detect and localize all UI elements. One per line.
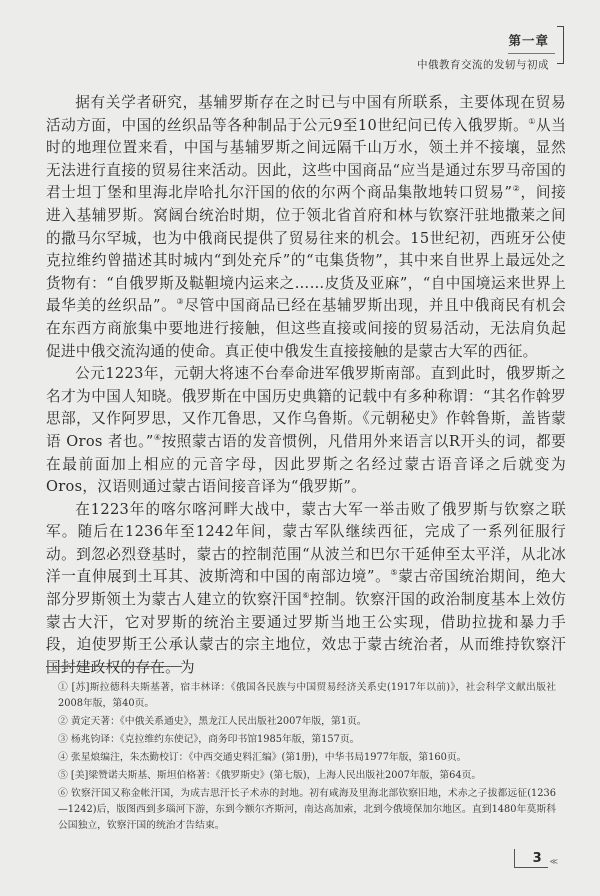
footnote-item: ⑥ 钦察汗国又称金帐汗国，为成吉思汗长子术赤的封地。初有咸海及里海北部钦察旧地，术赤之子拔都远征(1236—1242)后，版图西到多瑙河下游，东到今额尔齐斯河，南达高加索，北到今俄境保加尔地区。直到1480年莫斯科公国独立，钦察汗国的统治才告结束。 xyxy=(58,788,556,831)
text-run: 控制。钦察汗国的政治制度基本上效仿蒙古大汗，它对罗斯的统治主要通过罗斯当地王公实现，借助拉拢和暴力手段，迫使罗斯王公承认蒙古的宗主地位，效忠于蒙古统治者，从而维持钦察汗国封建政权的存在。为 xyxy=(46,591,566,676)
body-text xyxy=(46,92,566,679)
running-header xyxy=(417,30,564,72)
header-bracket-ornament xyxy=(557,26,564,64)
footnote-ref: ③ xyxy=(176,297,185,307)
footnote-item: ⑤ [美]梁赞诺夫斯基、斯坦伯格著：《俄罗斯史》(第七版)，上海人民出版社2007年版，第64页。 xyxy=(58,770,482,781)
text-run: 从当时的地理位置来看，中国与基辅罗斯之间远隔千山万水，领土并不接壤，显然无法进行直接的贸易往来活动。因此，这些中国商品“应当是通过东罗马帝国的君士坦丁堡和里海北岸哈扎尔汗国的依的尔两个商品集散地转口贸易” xyxy=(46,116,566,202)
body-paragraph xyxy=(46,92,566,363)
text-run: ，间接进入基辅罗斯。窝阔台统治时期，位于领北省首府和林与钦察汗驻地撒莱之间的撒马尔罕城，也为中俄商民提供了贸易往来的机会。15世纪初，西班牙公使克拉维约曾描述其时城内“到处充斥”的“屯集货物”，其中来自世界上最远处之货物有：“自俄罗斯及鞑靼境内运来之……皮货及亚麻”，“自中国境运来世界上最华美的丝织品”。 xyxy=(46,184,567,315)
footnote-divider xyxy=(46,666,182,667)
text-run: 公元1223年，元朝大将速不台奉命进军俄罗斯南部。直到此时，俄罗斯之名才为中国人知晓。俄罗斯在中国历史典籍的记载中有多种称谓：“其名作斡罗思部，又作阿罗思，又作兀鲁思，又作乌鲁斯。《元朝秘史》作斡鲁斯，盖皆蒙语 Oros 者也。” xyxy=(46,365,566,450)
page-number-block xyxy=(514,849,558,868)
page-number: 3 xyxy=(514,849,548,868)
text-run: 尽管中国商品已经在基辅罗斯出现，并且中俄商民有机会在东西方商旅集中要地进行接触，但这些直接或间接的贸易活动，无法肩负起促进中俄交流沟通的使命。真正使中俄发生直接接触的是蒙古大军的西征。 xyxy=(46,297,566,360)
chapter-label: 第一章 xyxy=(508,31,555,54)
text-run: 蒙古帝国统治期间，绝大部分罗斯领土为蒙古人建立的钦察汗国 xyxy=(46,568,566,609)
page-number-mark: ≪ xyxy=(549,857,558,866)
footnote-ref: ② xyxy=(512,184,521,194)
chapter-subtitle: 中俄教育交流的发轫与初成 xyxy=(417,59,549,71)
footnote-ref: ⑤ xyxy=(390,568,399,578)
footnote-ref: ⑥ xyxy=(302,591,310,601)
text-run: 按照蒙古语的发音惯例，凡借用外来语言以R开头的词，都要在最前面加上相应的元音字母，因此罗斯之名经过蒙古语音译之后就变为Oros，汉语则通过蒙古语间接音译为“俄罗斯”。 xyxy=(46,432,566,496)
running-header-text xyxy=(417,30,555,72)
body-paragraph xyxy=(46,363,566,499)
footnote-item: ① [苏]斯拉德科夫斯基著，宿丰林译：《俄国各民族与中国贸易经济关系史(1917年以前)》，社会科学文献出版社2008年版，第40页。 xyxy=(58,682,556,709)
footnote-ref: ① xyxy=(528,116,536,126)
body-paragraph xyxy=(46,499,566,680)
footnotes xyxy=(58,680,556,836)
footnote-item: ③ 杨兆钧译：《克拉维约东使记》，商务印书馆1985年版，第157页。 xyxy=(58,734,360,745)
footnote-item: ④ 张星烺编注，朱杰勤校订：《中西交通史料汇编》(第1册)，中华书局1977年版，第160页。 xyxy=(58,752,467,763)
footnote-ref: ④ xyxy=(153,432,162,442)
text-run: 在1223年的喀尔喀河畔大战中，蒙古大军一举击败了俄罗斯与钦察之联军。随后在1236年至1242年间，蒙古军队继续西征，完成了一系列征服行动。到忽必烈登基时，蒙古的控制范围“从波兰和巴尔干延伸至太平洋，从北冰洋一直伸展到土耳其、波斯湾和中国的南部边境”。 xyxy=(46,500,566,586)
text-run: 据有关学者研究，基辅罗斯存在之时已与中国有所联系，主要体现在贸易活动方面，中国的丝织品等各种制品于公元9至10世纪问已传入俄罗斯。 xyxy=(46,94,566,134)
footnote-item: ② 黄定天著：《中俄关系通史》，黑龙江人民出版社2007年版，第1页。 xyxy=(58,716,367,727)
